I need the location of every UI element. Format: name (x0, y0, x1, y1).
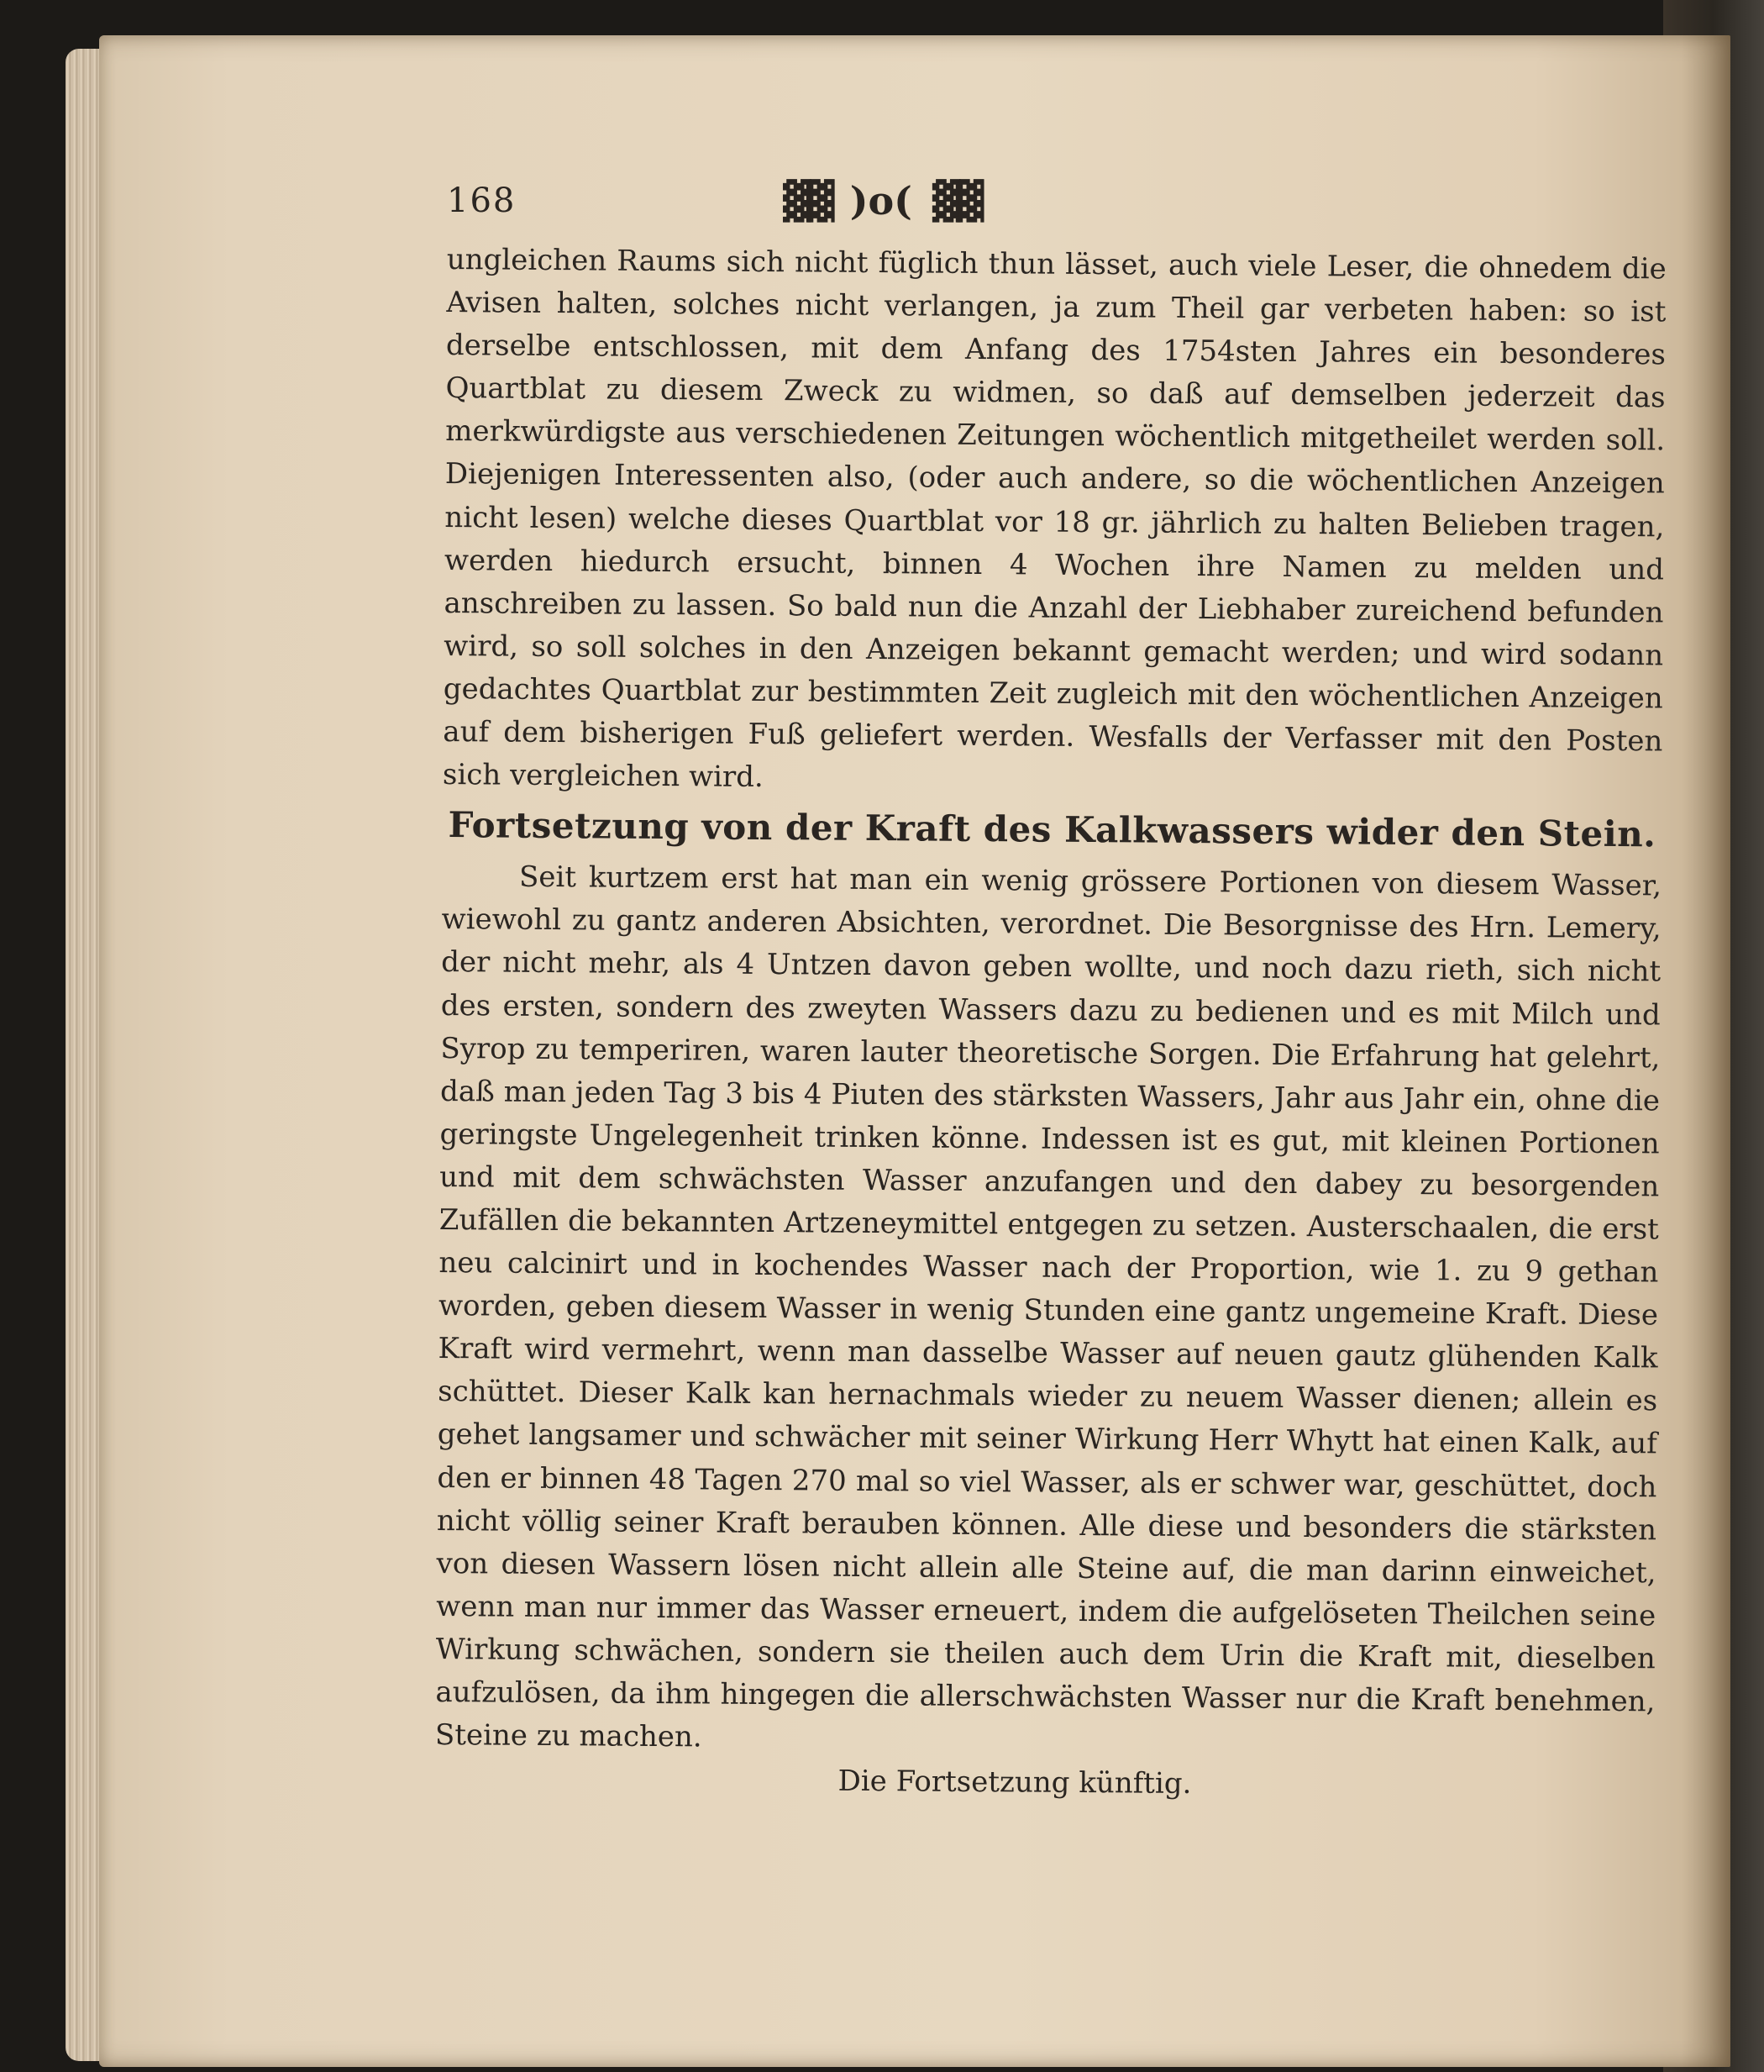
ornament-left-icon: ▓▓ (783, 179, 830, 223)
header-ornament (783, 178, 979, 224)
ornament-center: )o( (849, 178, 912, 224)
ornament-right-icon: ▓▓ (932, 179, 979, 223)
body-text (434, 239, 1667, 1810)
page-header (447, 175, 1667, 227)
section-heading: Fortsetzung von der Kraft des Kalkwassers wider den Stein. (448, 804, 1656, 855)
closing-line: Die Fortsetzung künftig. (837, 1764, 1192, 1801)
paragraph-kalkwasser: Seit kurtzem erst hat man ein wenig grössere Portionen von diesem Wasser, wiewohl zu gantz anderen Absichten, verordnet. Die Besorgnisse des Hrn. Lemery, der nicht mehr, als 4 Untzen davon geben wollte, und noch dazu rieth, sich nicht des ersten, sondern des zweyten Wassers dazu zu bedienen und es mit Milch und Syrop zu temperiren, waren lauter theoretische Sorgen. Die Erfahrung hat gelehrt, daß man jeden Tag 3 bis 4 Piuten des stärksten Wassers, Jahr aus Jahr ein, ohne die geringste Ungelegenheit trinken könne. Indessen ist es gut, mit kleinen Portionen und mit dem schwächsten Wasser anzufangen und den dabey zu besorgenden Zufällen die bekannten Artzeneymittel entgegen zu setzen. Austerschaalen, die erst neu calcinirt und in kochendes Wasser nach der Proportion, wie 1. zu 9 gethan worden, geben diesem Wasser in wenig Stunden eine gantz ungemeine Kraft. Diese Kraft wird vermehrt, wenn man dasselbe Wasser auf neuen gautz glühenden Kalk schüttet. Dieser Kalk kan hernachmals wieder zu neuem Wasser dienen; allein es gehet langsamer und schwächer mit seiner Wirkung Herr Whytt hat einen Kalk, auf den er binnen 48 Tagen 270 mal so viel Wasser, als er schwer war, geschüttet, doch nicht völlig seiner Kraft berauben können. Alle diese und besonders die stärksten von diesen Wassern lösen nicht allein alle Steine auf, die man darinn einweichet, wenn man nur immer das Wasser erneuert, indem die aufgelöseten Theilchen seine Wirkung schwächen, sondern sie theilen auch dem Urin die Kraft mit, dieselben aufzulösen, da ihm hingegen die allerschwächsten Wasser nur die Kraft benehmen, Steine zu machen. (434, 860, 1662, 1754)
page-number: 168 (447, 181, 517, 220)
paragraph-announcement: ungleichen Raums sich nicht füglich thun lässet, auch viele Leser, die ohnedem die Avisen halten, solches nicht verlangen, ja zum Theil gar verbeten haben: so ist derselbe entschlossen, mit dem Anfang des 1754sten Jahres ein besonderes Quartblat zu diesem Zweck zu widmen, so daß auf demselben jederzeit das merkwürdigste aus verschiedenen Zeitungen wöchentlich mitgetheilet werden soll. Diejenigen Interessenten also, (oder auch andere, so die wöchentlichen Anzeigen nicht lesen) welche dieses Quartblat vor 18 gr. jährlich zu halten Belieben tragen, werden hiedurch ersucht, binnen 4 Wochen ihre Namen zu melden und anschreiben zu lassen. So bald nun die Anzahl der Liebhaber zureichend befunden wird, so soll solches in den Anzeigen bekannt gemacht werden; und wird sodann gedachtes Quartblat zur bestimmten Zeit zugleich mit den wöchentlichen Anzeigen auf dem bisherigen Fuß geliefert werden. Wesfalls der Verfasser mit den Posten sich vergleichen wird. (442, 242, 1667, 795)
page-content (434, 175, 1667, 1801)
